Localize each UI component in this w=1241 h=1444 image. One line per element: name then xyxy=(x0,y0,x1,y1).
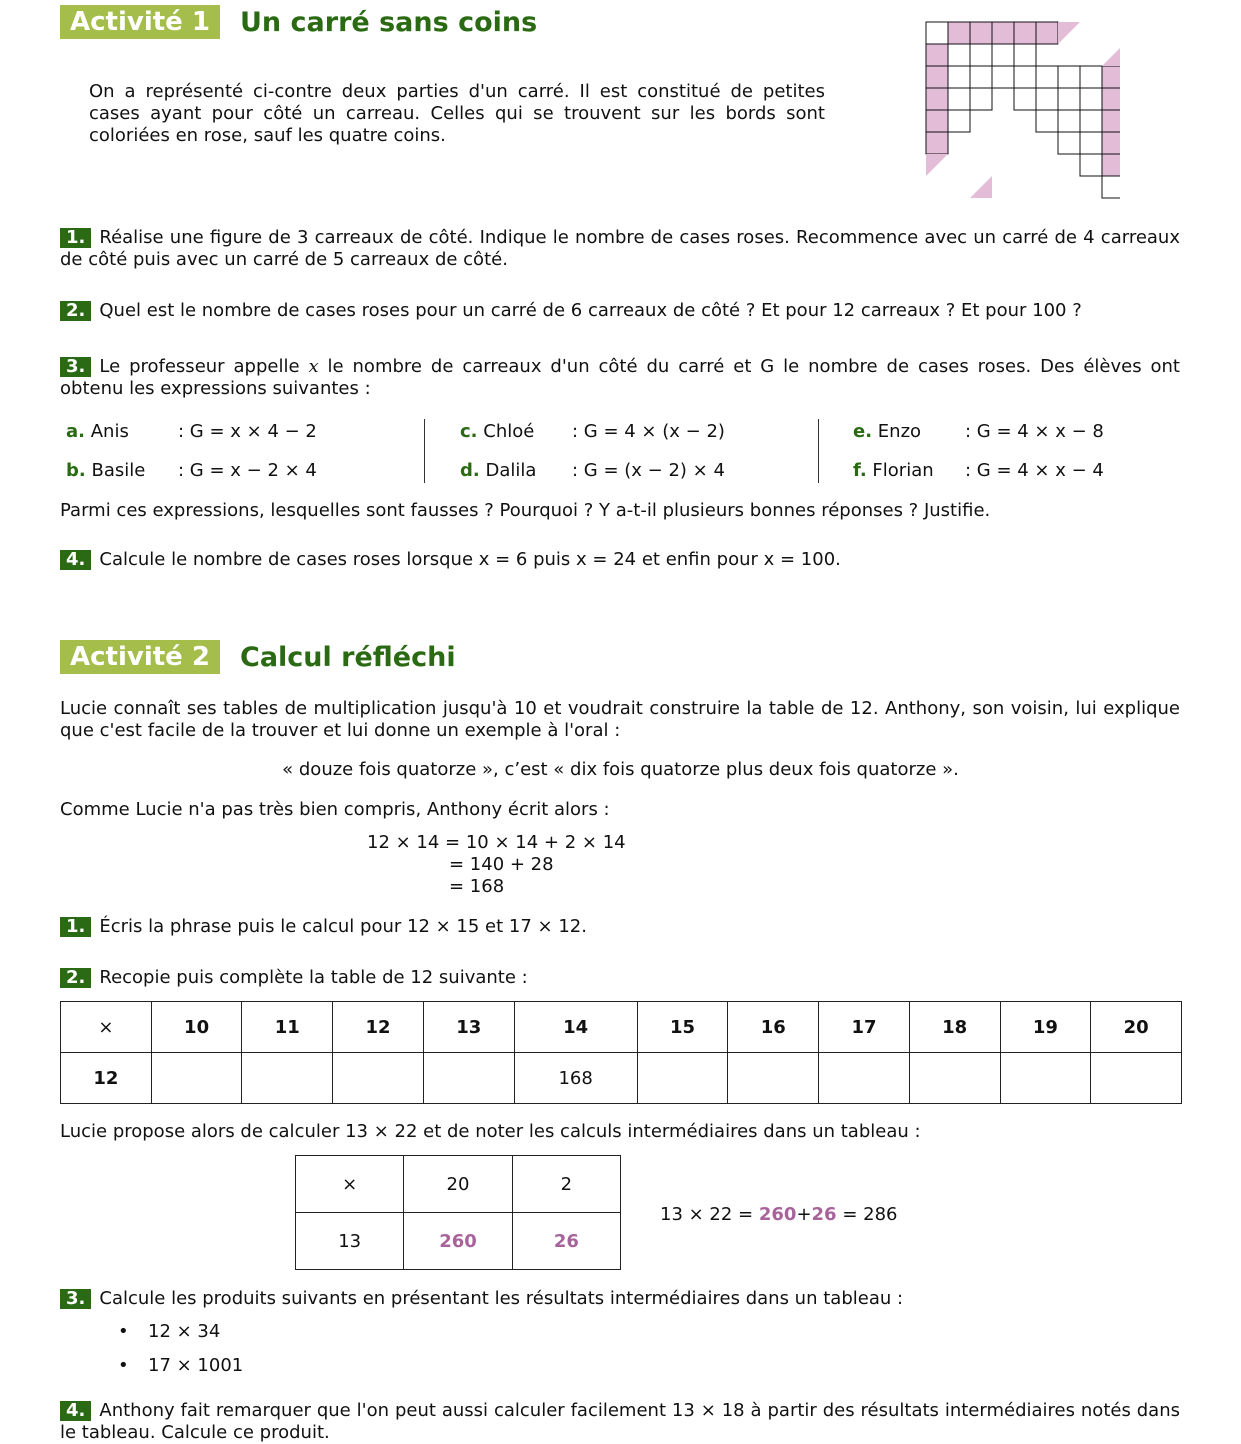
figure-cell xyxy=(1102,88,1120,110)
activity2-question-1 xyxy=(60,916,1180,938)
figure-cell xyxy=(992,66,1014,88)
product-item: 12 × 34 xyxy=(148,1321,221,1342)
expression-c xyxy=(460,421,534,442)
table-cell xyxy=(637,1053,728,1104)
question-text: Le professeur appelle xyxy=(99,356,309,377)
activity1-intro: On a représenté ci-contre deux parties d'un carré. Il est constitué de petites cases ayant pour côté un carreau. Celles qui se trouvent sur les bords sont coloriées en rose, sauf les quatre coins. xyxy=(89,81,825,146)
table-cell xyxy=(151,1053,242,1104)
question-text: le nombre de carreaux d'un côté du carré et G le nombre de cases roses. Des élèves ont obtenu les expressions suivantes : xyxy=(60,356,1180,399)
question-number: 4. xyxy=(60,1401,91,1421)
result-calculation xyxy=(660,1204,897,1225)
question-number: 1. xyxy=(60,917,91,937)
table-cell xyxy=(1091,1053,1182,1104)
oral-quote: « douze fois quatorze », c’est « dix fois quatorze plus deux fois quatorze ». xyxy=(282,759,959,780)
table-of-12 xyxy=(60,1001,1182,1104)
figure-cut-triangle xyxy=(1102,44,1120,66)
square-figure xyxy=(920,16,1120,206)
figure-cell xyxy=(1058,88,1080,110)
figure-cell xyxy=(1080,132,1102,154)
expression-f xyxy=(853,460,934,481)
activity2-intro: Lucie connaît ses tables de multiplication jusqu'à 10 et voudrait construire la table de 12. Anthony, son voisin, lui explique que c'est facile de la trouver et lui donne un exemple à l'oral : xyxy=(60,698,1180,741)
written-intro: Comme Lucie n'a pas très bien compris, Anthony écrit alors : xyxy=(60,799,610,820)
table-cell: 16 xyxy=(728,1002,819,1053)
question-number: 3. xyxy=(60,357,91,377)
figure-cell xyxy=(1036,110,1058,132)
variable-x: x xyxy=(308,356,319,377)
expression-label: e. xyxy=(853,421,873,442)
student-name: Florian xyxy=(872,460,934,481)
figure-cell xyxy=(1102,154,1120,176)
table-cell: 15 xyxy=(637,1002,728,1053)
table-cell: 260 xyxy=(404,1213,512,1270)
figure-cell xyxy=(1102,66,1120,88)
calc-line-2: = 140 + 28 xyxy=(449,854,554,875)
result-part: 26 xyxy=(811,1204,837,1225)
figure-cell xyxy=(1014,66,1036,88)
figure-cell xyxy=(948,44,970,66)
question-number: 1. xyxy=(60,228,91,248)
figure-cell xyxy=(1014,44,1036,66)
figure-cell xyxy=(970,66,992,88)
figure-cell xyxy=(1080,66,1102,88)
figure-cell xyxy=(1036,66,1058,88)
question-text: Calcule le nombre de cases roses lorsque x = 6 puis x = 24 et enfin pour x = 100. xyxy=(99,549,841,570)
expression-e xyxy=(853,421,921,442)
figure-cell xyxy=(992,44,1014,66)
activity1-question-2 xyxy=(60,300,1180,322)
table-cell: 18 xyxy=(909,1002,1000,1053)
activity1-question-1 xyxy=(60,227,1180,271)
figure-cell xyxy=(926,88,948,110)
table-cell xyxy=(242,1053,333,1104)
question-number: 2. xyxy=(60,301,91,321)
table-cell xyxy=(728,1053,819,1104)
expression-label: f. xyxy=(853,460,867,481)
activity2-tag: Activité 2 xyxy=(60,640,220,674)
figure-cell xyxy=(926,22,948,44)
column-divider xyxy=(424,419,425,483)
expression-e-formula: : G = 4 × x − 8 xyxy=(965,421,1104,442)
figure-cell xyxy=(1014,88,1036,110)
table-cell: 13 xyxy=(296,1213,404,1270)
question-text: Écris la phrase puis le calcul pour 12 × 15 et 17 × 12. xyxy=(99,916,587,937)
result-text: 13 × 22 = xyxy=(660,1204,759,1225)
figure-cell xyxy=(1058,110,1080,132)
figure-cell xyxy=(948,110,970,132)
figure-cell xyxy=(948,22,970,44)
table-cell xyxy=(333,1053,424,1104)
expression-c-formula: : G = 4 × (x − 2) xyxy=(572,421,725,442)
question-text: Recopie puis complète la table de 12 suivante : xyxy=(99,967,528,988)
bullet: • xyxy=(118,1321,129,1342)
student-name: Basile xyxy=(91,460,146,481)
result-text: = 286 xyxy=(836,1204,898,1225)
product-item: 17 × 1001 xyxy=(148,1355,244,1376)
table-cell: 20 xyxy=(404,1156,512,1213)
activity2-question-2 xyxy=(60,967,1180,989)
figure-cell xyxy=(970,88,992,110)
result-text: + xyxy=(796,1204,812,1225)
figure-cell xyxy=(1080,88,1102,110)
figure-cell xyxy=(970,44,992,66)
figure-cell xyxy=(1058,66,1080,88)
table-cell: × xyxy=(61,1002,152,1053)
table-cell: 12 xyxy=(333,1002,424,1053)
table-cell: 20 xyxy=(1091,1002,1182,1053)
intermediate-table xyxy=(295,1155,621,1270)
question-text: Anthony fait remarquer que l'on peut aussi calculer facilement 13 × 18 à partir des résultats intermédiaires notés dans le tableau. Calcule ce produit. xyxy=(60,1400,1180,1443)
figure-cell xyxy=(1080,154,1102,176)
figure-cell xyxy=(1080,110,1102,132)
table-row xyxy=(61,1053,1182,1104)
question-text: Calcule les produits suivants en présentant les résultats intermédiaires dans un tableau : xyxy=(99,1288,904,1309)
table-cell: 26 xyxy=(512,1213,620,1270)
student-name: Anis xyxy=(90,421,129,442)
student-name: Chloé xyxy=(483,421,535,442)
table-cell: 14 xyxy=(514,1002,637,1053)
expression-label: d. xyxy=(460,460,480,481)
figure-cell xyxy=(926,132,948,154)
table-row xyxy=(296,1213,621,1270)
table-header-row xyxy=(296,1156,621,1213)
expression-d xyxy=(460,460,536,481)
figure-cell xyxy=(970,22,992,44)
figure-cut-triangle xyxy=(1058,22,1080,44)
table-cell xyxy=(909,1053,1000,1104)
figure-cell xyxy=(1102,110,1120,132)
table-cell: 19 xyxy=(1000,1002,1091,1053)
table-header-row xyxy=(61,1002,1182,1053)
table-cell xyxy=(423,1053,514,1104)
expression-label: a. xyxy=(66,421,85,442)
lucie-intro: Lucie propose alors de calculer 13 × 22 et de noter les calculs intermédiaires dans un tableau : xyxy=(60,1121,921,1142)
calc-line-3: = 168 xyxy=(449,876,505,897)
figure-cell xyxy=(926,110,948,132)
activity2-header xyxy=(60,643,220,671)
table-cell: 168 xyxy=(514,1053,637,1104)
figure-cell xyxy=(1102,176,1120,198)
table-cell xyxy=(1000,1053,1091,1104)
question-text: Quel est le nombre de cases roses pour un carré de 6 carreaux de côté ? Et pour 12 carreaux ? Et pour 100 ? xyxy=(99,300,1082,321)
table-cell: × xyxy=(296,1156,404,1213)
expression-a-formula: : G = x × 4 − 2 xyxy=(178,421,317,442)
activity2-title: Calcul réfléchi xyxy=(240,642,456,673)
table-cell: 10 xyxy=(151,1002,242,1053)
figure-cell xyxy=(948,88,970,110)
figure-cell xyxy=(1102,132,1120,154)
table-cell: 2 xyxy=(512,1156,620,1213)
figure-cell xyxy=(926,66,948,88)
column-divider xyxy=(818,419,819,483)
figure-cell xyxy=(992,22,1014,44)
activity1-tag: Activité 1 xyxy=(60,5,220,39)
table-cell: 17 xyxy=(819,1002,910,1053)
result-part: 260 xyxy=(758,1204,797,1225)
expression-a xyxy=(66,421,129,442)
expression-d-formula: : G = (x − 2) × 4 xyxy=(572,460,725,481)
figure-cell xyxy=(1036,88,1058,110)
activity1-question-3-followup: Parmi ces expressions, lesquelles sont fausses ? Pourquoi ? Y a-t-il plusieurs bonnes réponses ? Justifie. xyxy=(60,500,991,521)
expression-label: c. xyxy=(460,421,478,442)
figure-cell xyxy=(926,44,948,66)
table-cell xyxy=(819,1053,910,1104)
activity1-title: Un carré sans coins xyxy=(240,7,538,38)
table-cell: 12 xyxy=(61,1053,152,1104)
activity1-question-3 xyxy=(60,356,1180,400)
expression-b-formula: : G = x − 2 × 4 xyxy=(178,460,317,481)
question-number: 4. xyxy=(60,550,91,570)
figure-cut-triangle xyxy=(926,154,948,176)
figure-cell xyxy=(1058,132,1080,154)
activity1-question-4 xyxy=(60,549,1180,571)
question-number: 3. xyxy=(60,1289,91,1309)
student-name: Enzo xyxy=(877,421,922,442)
figure-cell xyxy=(948,66,970,88)
expression-label: b. xyxy=(66,460,86,481)
table-cell: 13 xyxy=(423,1002,514,1053)
question-number: 2. xyxy=(60,968,91,988)
figure-cell xyxy=(1036,22,1058,44)
question-text: Réalise une figure de 3 carreaux de côté. Indique le nombre de cases roses. Recommence avec un carré de 4 carreaux de côté puis avec un carré de 5 carreaux de côté. xyxy=(60,227,1180,270)
table-cell: 11 xyxy=(242,1002,333,1053)
calc-line-1: 12 × 14 = 10 × 14 + 2 × 14 xyxy=(367,832,626,853)
figure-cut-triangle xyxy=(970,176,992,198)
expression-b xyxy=(66,460,145,481)
expression-f-formula: : G = 4 × x − 4 xyxy=(965,460,1104,481)
figure-cell xyxy=(1014,22,1036,44)
bullet: • xyxy=(118,1355,129,1376)
activity2-question-3 xyxy=(60,1288,1180,1310)
activity1-header xyxy=(60,8,220,36)
activity2-question-4 xyxy=(60,1400,1180,1444)
student-name: Dalila xyxy=(485,460,537,481)
